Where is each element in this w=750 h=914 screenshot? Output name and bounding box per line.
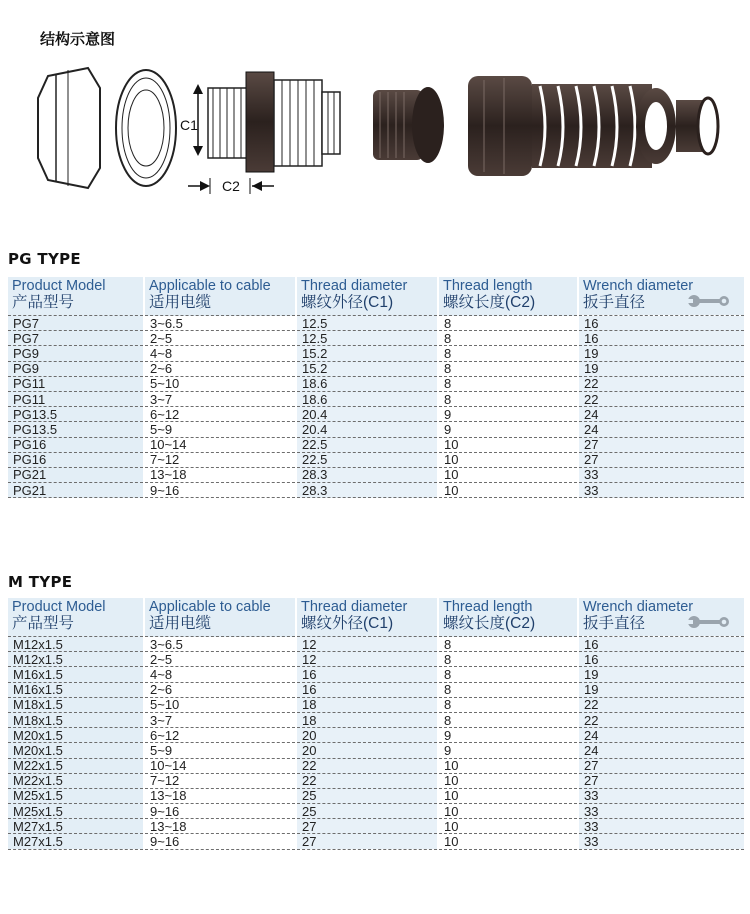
m-spec-table: [8, 598, 744, 850]
table-row: [8, 804, 744, 819]
model-cell: PG13.5: [8, 407, 144, 422]
thread-diameter-cell: 20: [296, 728, 438, 743]
cable-range-cell: 9~16: [144, 804, 296, 819]
header-thread-length: Thread length 螺纹长度(C2): [438, 277, 578, 316]
thread-length-cell: 8: [438, 391, 578, 406]
thread-diameter-cell: 12: [296, 652, 438, 667]
cable-range-cell: 5~10: [144, 697, 296, 712]
thread-diameter-cell: 25: [296, 788, 438, 803]
thread-length-cell: 8: [438, 316, 578, 331]
thread-length-cell: 9: [438, 407, 578, 422]
model-cell: PG11: [8, 376, 144, 391]
cable-range-cell: 3~7: [144, 391, 296, 406]
wrench-diameter-cell: 22: [578, 391, 744, 406]
cable-range-cell: 6~12: [144, 407, 296, 422]
cable-range-cell: 4~8: [144, 667, 296, 682]
thread-diameter-cell: 27: [296, 819, 438, 834]
thread-diameter-cell: 15.2: [296, 361, 438, 376]
thread-diameter-cell: 15.2: [296, 346, 438, 361]
cable-range-cell: 10~14: [144, 758, 296, 773]
thread-length-cell: 10: [438, 758, 578, 773]
thread-length-cell: 10: [438, 834, 578, 849]
wrench-diameter-cell: 33: [578, 819, 744, 834]
model-cell: M12x1.5: [8, 637, 144, 652]
c1-label: C1: [180, 117, 198, 133]
cable-range-cell: 13~18: [144, 788, 296, 803]
model-cell: PG16: [8, 437, 144, 452]
header-thread-length: Thread length 螺纹长度(C2): [438, 598, 578, 637]
wrench-diameter-cell: 33: [578, 834, 744, 849]
c1-dimension: [180, 84, 203, 156]
model-cell: PG7: [8, 331, 144, 346]
header-wrench-diameter: Wrench diameter 扳手直径: [578, 598, 744, 637]
cable-range-cell: 3~6.5: [144, 316, 296, 331]
model-cell: PG21: [8, 483, 144, 498]
model-cell: PG13.5: [8, 422, 144, 437]
cable-range-cell: 2~5: [144, 331, 296, 346]
table-row: [8, 788, 744, 803]
thread-diameter-cell: 12.5: [296, 316, 438, 331]
thread-diameter-cell: 16: [296, 667, 438, 682]
table-row: [8, 422, 744, 437]
table-row: [8, 773, 744, 788]
thread-diameter-cell: 28.3: [296, 483, 438, 498]
model-cell: M22x1.5: [8, 758, 144, 773]
thread-length-cell: 8: [438, 346, 578, 361]
thread-length-cell: 9: [438, 422, 578, 437]
table-row: [8, 637, 744, 652]
model-cell: PG11: [8, 391, 144, 406]
cable-range-cell: 2~6: [144, 361, 296, 376]
cable-range-cell: 2~6: [144, 682, 296, 697]
wrench-diameter-cell: 33: [578, 788, 744, 803]
cable-range-cell: 10~14: [144, 437, 296, 452]
model-cell: PG9: [8, 346, 144, 361]
cable-range-cell: 5~10: [144, 376, 296, 391]
diagram-title: 结构示意图: [40, 30, 116, 48]
thread-diameter-cell: 22.5: [296, 437, 438, 452]
thread-length-cell: 10: [438, 452, 578, 467]
thread-diameter-cell: 18.6: [296, 376, 438, 391]
table-row: [8, 819, 744, 834]
thread-length-cell: 10: [438, 788, 578, 803]
thread-length-cell: 8: [438, 712, 578, 727]
cable-range-cell: 7~12: [144, 452, 296, 467]
thread-length-cell: 9: [438, 743, 578, 758]
header-wrench-diameter: Wrench diameter 扳手直径: [578, 277, 744, 316]
table-row: [8, 346, 744, 361]
table-row: [8, 697, 744, 712]
model-cell: M27x1.5: [8, 819, 144, 834]
thread-diameter-cell: 12.5: [296, 331, 438, 346]
thread-length-cell: 10: [438, 773, 578, 788]
wrench-icon: [688, 293, 730, 309]
thread-diameter-cell: 18: [296, 712, 438, 727]
thread-length-cell: 8: [438, 637, 578, 652]
thread-length-cell: 8: [438, 361, 578, 376]
thread-diameter-cell: 22: [296, 758, 438, 773]
table-row: [8, 743, 744, 758]
header-product-model: Product Model 产品型号: [8, 277, 144, 316]
gland-body-part: [208, 72, 340, 172]
cable-range-cell: 3~7: [144, 712, 296, 727]
wrench-diameter-cell: 24: [578, 743, 744, 758]
model-cell: M27x1.5: [8, 834, 144, 849]
table-header-row: [8, 598, 744, 637]
table-row: [8, 376, 744, 391]
thread-length-cell: 8: [438, 667, 578, 682]
model-cell: PG16: [8, 452, 144, 467]
model-cell: M20x1.5: [8, 743, 144, 758]
table-row: [8, 728, 744, 743]
thread-length-cell: 8: [438, 331, 578, 346]
model-cell: PG21: [8, 467, 144, 482]
cable-range-cell: 13~18: [144, 819, 296, 834]
table-row: [8, 331, 744, 346]
model-cell: M25x1.5: [8, 788, 144, 803]
thread-diameter-cell: 18: [296, 697, 438, 712]
wrench-diameter-cell: 27: [578, 773, 744, 788]
model-cell: M12x1.5: [8, 652, 144, 667]
cable-gland-diagram: [28, 58, 728, 208]
thread-length-cell: 10: [438, 437, 578, 452]
spiral-cap-part: [468, 76, 718, 176]
thread-diameter-cell: 20.4: [296, 407, 438, 422]
locknut-part: [38, 68, 100, 188]
model-cell: M25x1.5: [8, 804, 144, 819]
wrench-diameter-cell: 27: [578, 437, 744, 452]
cable-range-cell: 13~18: [144, 467, 296, 482]
sealing-washer-part: [116, 70, 176, 186]
cable-range-cell: 7~12: [144, 773, 296, 788]
cable-range-cell: 2~5: [144, 652, 296, 667]
cable-range-cell: 6~12: [144, 728, 296, 743]
thread-length-cell: 10: [438, 804, 578, 819]
wrench-diameter-cell: 24: [578, 407, 744, 422]
table-row: [8, 667, 744, 682]
header-thread-diameter: Thread diameter 螺纹外径(C1): [296, 598, 438, 637]
table-row: [8, 834, 744, 849]
model-cell: M16x1.5: [8, 667, 144, 682]
thread-length-cell: 9: [438, 728, 578, 743]
model-cell: M22x1.5: [8, 773, 144, 788]
wrench-diameter-cell: 16: [578, 652, 744, 667]
model-cell: M18x1.5: [8, 712, 144, 727]
thread-diameter-cell: 27: [296, 834, 438, 849]
thread-diameter-cell: 22: [296, 773, 438, 788]
wrench-diameter-cell: 33: [578, 483, 744, 498]
table-row: [8, 452, 744, 467]
c2-dimension: [188, 178, 274, 194]
m-type-title: M TYPE: [8, 573, 73, 591]
model-cell: M16x1.5: [8, 682, 144, 697]
wrench-diameter-cell: 16: [578, 316, 744, 331]
wrench-diameter-cell: 33: [578, 804, 744, 819]
thread-length-cell: 10: [438, 483, 578, 498]
thread-diameter-cell: 25: [296, 804, 438, 819]
wrench-diameter-cell: 22: [578, 712, 744, 727]
cable-range-cell: 3~6.5: [144, 637, 296, 652]
thread-diameter-cell: 12: [296, 637, 438, 652]
table-row: [8, 361, 744, 376]
thread-length-cell: 8: [438, 697, 578, 712]
wrench-diameter-cell: 27: [578, 452, 744, 467]
model-cell: PG7: [8, 316, 144, 331]
thread-length-cell: 8: [438, 652, 578, 667]
cable-range-cell: 5~9: [144, 743, 296, 758]
thread-diameter-cell: 22.5: [296, 452, 438, 467]
table-row: [8, 467, 744, 482]
table-row: [8, 682, 744, 697]
header-thread-diameter: Thread diameter 螺纹外径(C1): [296, 277, 438, 316]
thread-diameter-cell: 16: [296, 682, 438, 697]
header-product-model: Product Model 产品型号: [8, 598, 144, 637]
model-cell: M20x1.5: [8, 728, 144, 743]
cable-range-cell: 9~16: [144, 834, 296, 849]
wrench-icon: [688, 614, 730, 630]
pg-type-title: PG TYPE: [8, 250, 81, 268]
cable-range-cell: 4~8: [144, 346, 296, 361]
thread-diameter-cell: 20.4: [296, 422, 438, 437]
thread-diameter-cell: 18.6: [296, 391, 438, 406]
wrench-diameter-cell: 24: [578, 728, 744, 743]
wrench-diameter-cell: 19: [578, 361, 744, 376]
table-row: [8, 391, 744, 406]
seal-insert-part: [373, 87, 444, 163]
wrench-diameter-cell: 22: [578, 697, 744, 712]
table-row: [8, 483, 744, 498]
model-cell: PG9: [8, 361, 144, 376]
table-row: [8, 437, 744, 452]
header-applicable-cable: Applicable to cable 适用电缆: [144, 277, 296, 316]
table-row: [8, 316, 744, 331]
table-header-row: [8, 277, 744, 316]
wrench-diameter-cell: 24: [578, 422, 744, 437]
cable-range-cell: 9~16: [144, 483, 296, 498]
header-applicable-cable: Applicable to cable 适用电缆: [144, 598, 296, 637]
thread-length-cell: 10: [438, 467, 578, 482]
model-cell: M18x1.5: [8, 697, 144, 712]
thread-diameter-cell: 28.3: [296, 467, 438, 482]
thread-length-cell: 8: [438, 376, 578, 391]
wrench-diameter-cell: 22: [578, 376, 744, 391]
thread-length-cell: 8: [438, 682, 578, 697]
cable-range-cell: 5~9: [144, 422, 296, 437]
thread-diameter-cell: 20: [296, 743, 438, 758]
wrench-diameter-cell: 19: [578, 667, 744, 682]
c2-label: C2: [222, 178, 240, 194]
table-row: [8, 407, 744, 422]
wrench-diameter-cell: 33: [578, 467, 744, 482]
table-row: [8, 712, 744, 727]
wrench-diameter-cell: 27: [578, 758, 744, 773]
table-row: [8, 758, 744, 773]
wrench-diameter-cell: 19: [578, 682, 744, 697]
pg-spec-table: [8, 277, 744, 498]
table-row: [8, 652, 744, 667]
wrench-diameter-cell: 16: [578, 331, 744, 346]
thread-length-cell: 10: [438, 819, 578, 834]
wrench-diameter-cell: 19: [578, 346, 744, 361]
wrench-diameter-cell: 16: [578, 637, 744, 652]
